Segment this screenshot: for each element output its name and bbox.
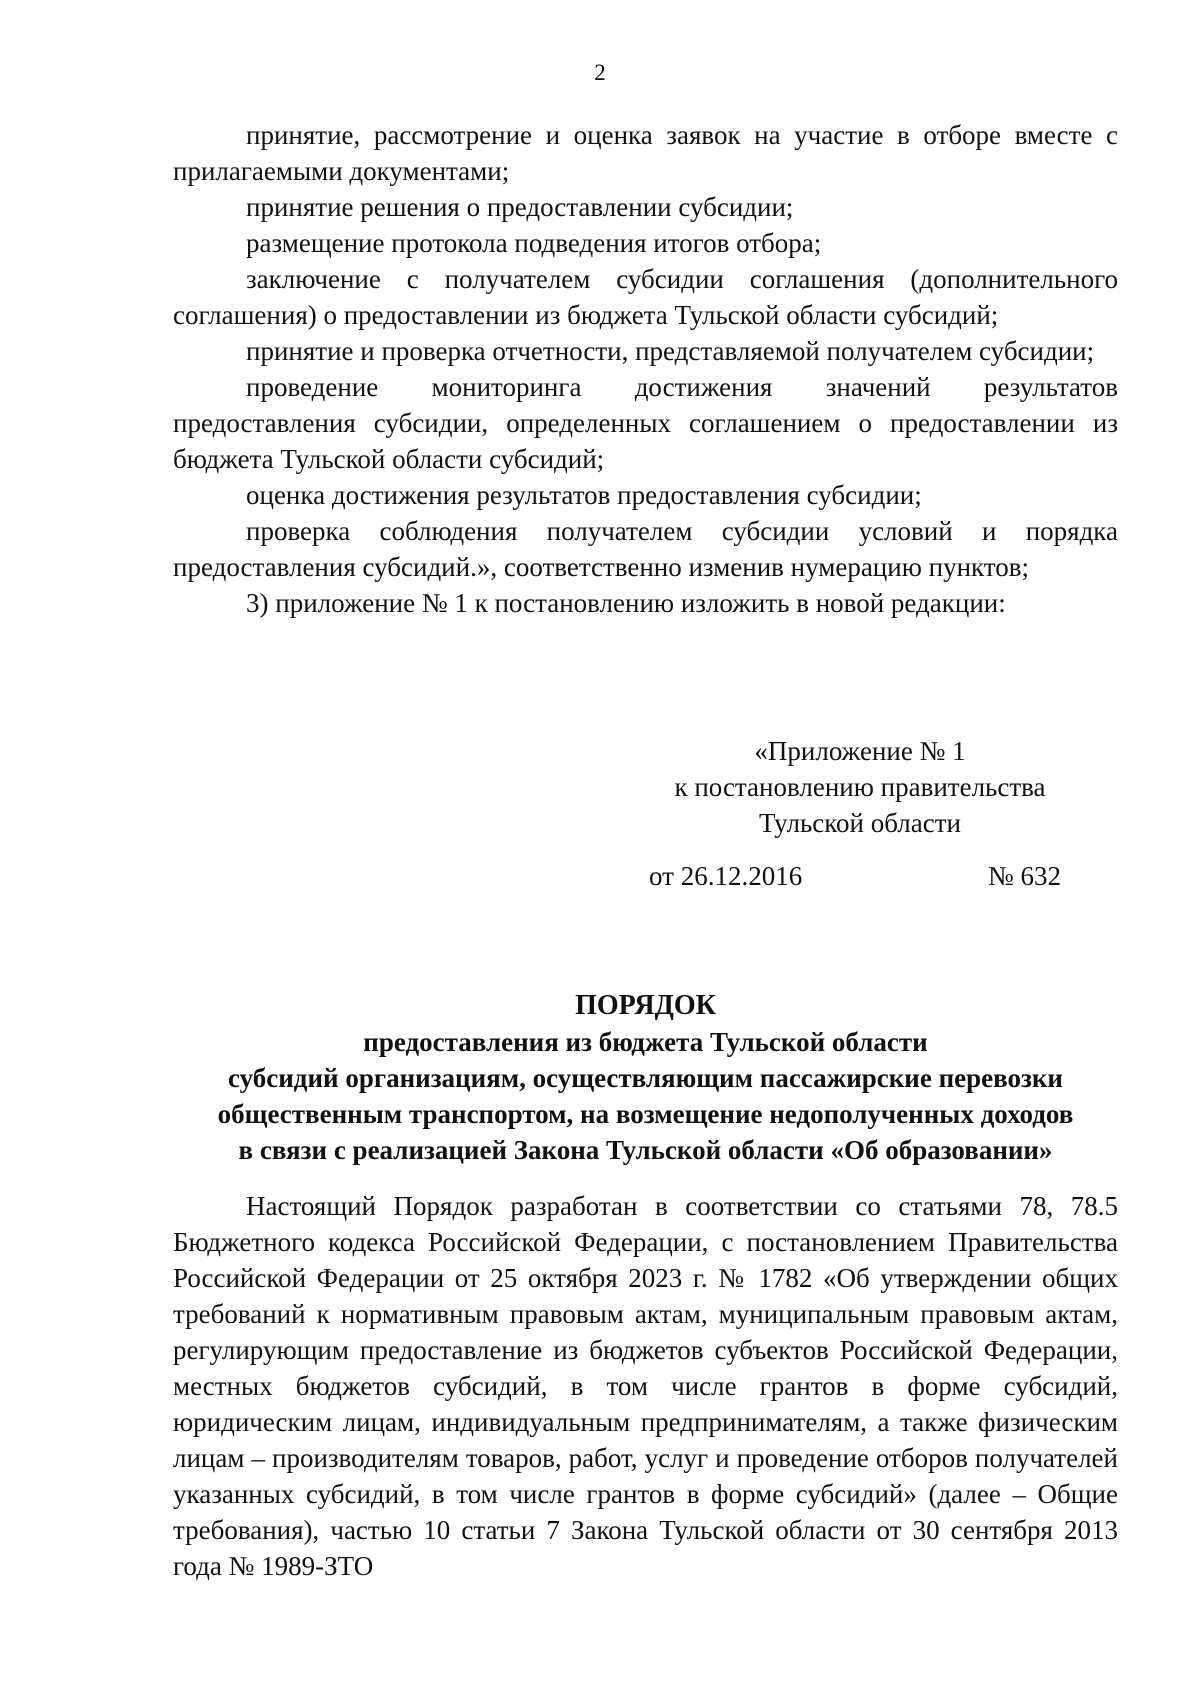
appendix-number: № 632 bbox=[987, 861, 1061, 891]
list-item: принятие и проверка отчетности, представляемой получателем субсидии; bbox=[246, 336, 1095, 366]
list-item: оценка достижения результатов предоставления субсидии; bbox=[246, 480, 922, 510]
body-text bbox=[173, 1188, 1118, 1584]
amendment-list bbox=[173, 117, 1118, 621]
list-item: принятие, рассмотрение и оценка заявок на участие в отборе вместе с прилагаемыми документами; bbox=[173, 120, 1118, 186]
title-line: в связи с реализацией Закона Тульской области «Об образовании» bbox=[238, 1135, 1053, 1165]
list-item: заключение с получателем субсидии соглашения (дополнительного соглашения) о предоставлении из бюджета Тульской области субсидий; bbox=[173, 264, 1118, 330]
list-item: принятие решения о предоставлении субсидии; bbox=[246, 192, 794, 222]
list-item: размещение протокола подведения итогов отбора; bbox=[246, 228, 822, 258]
document-title bbox=[173, 988, 1118, 1168]
appendix-line: «Приложение № 1 bbox=[754, 736, 966, 766]
page-number: 2 bbox=[594, 60, 606, 85]
list-item: 3) приложение № 1 к постановлению изложить в новой редакции: bbox=[246, 588, 1006, 618]
title-main: ПОРЯДОК bbox=[575, 990, 716, 1021]
appendix-line: к постановлению правительства bbox=[674, 772, 1046, 802]
appendix-header bbox=[650, 733, 1070, 841]
body-paragraph: Настоящий Порядок разработан в соответствии со статьями 78, 78.5 Бюджетного кодекса Российской Федерации, с постановлением Правительства Российской Федерации от 25 октября 2023 г. № 1782 «Об утверждении общих требований к нормативным правовым актам, муниципальным правовым актам, регулирующим предоставление из бюджетов субъектов Российской Федерации, местных бюджетов субсидий, в том числе грантов в форме субсидий, юридическим лицам, индивидуальным предпринимателям, а также физическим лицам – производителям товаров, работ, услуг и проведение отборов получателей указанных субсидий, в том числе грантов в форме субсидий» (далее – Общие требования), частью 10 статьи 7 Закона Тульской области от 30 сентября 2013 года № 1989-ЗТО bbox=[173, 1191, 1118, 1581]
title-line: общественным транспортом, на возмещение недополученных доходов bbox=[217, 1099, 1074, 1129]
appendix-line: Тульской области bbox=[759, 808, 961, 838]
title-line: предоставления из бюджета Тульской области bbox=[363, 1027, 928, 1057]
list-item: проверка соблюдения получателем субсидии условий и порядка предоставления субсидий.», соответственно изменив нумерацию пунктов; bbox=[173, 516, 1118, 582]
title-line: субсидий организациям, осуществляющим пассажирские перевозки bbox=[227, 1063, 1063, 1093]
list-item: проведение мониторинга достижения значений результатов предоставления субсидии, определенных соглашением о предоставлении из бюджета Тульской области субсидий; bbox=[173, 372, 1118, 474]
appendix-date: от 26.12.2016 bbox=[649, 861, 803, 891]
